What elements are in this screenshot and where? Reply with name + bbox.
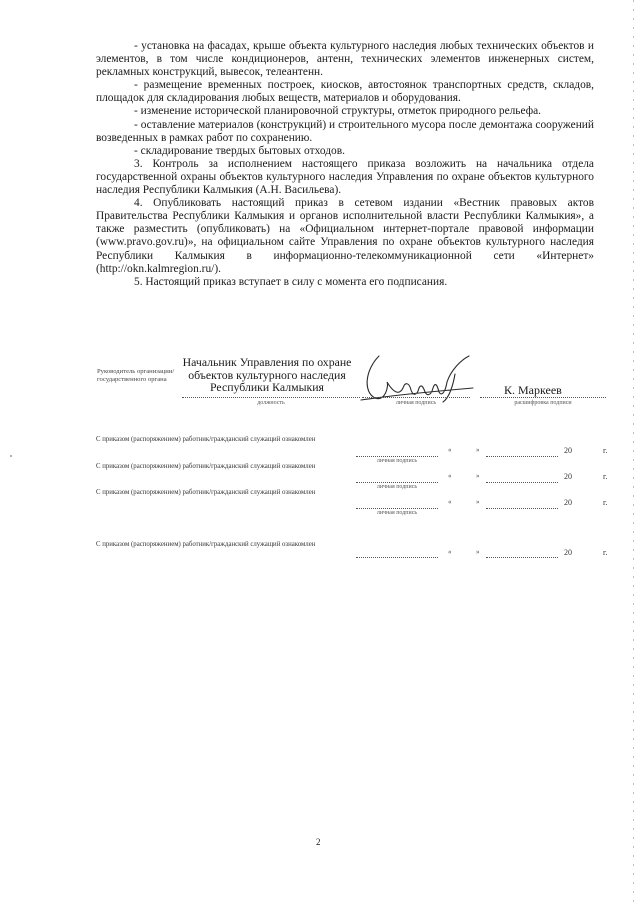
paragraph-temporary-structures: - размещение временных построек, киосков, автостоянок транспортных средств, складов, площадок для складирования любых веществ, материалов и оборудования.: [96, 79, 594, 105]
quote-close: »: [476, 472, 480, 480]
ack-signature-line[interactable]: [356, 482, 438, 483]
signature-line: [362, 397, 470, 398]
ack-text: С приказом (распоряжением) работник/гражданский служащий ознакомлен: [96, 489, 316, 496]
signature-caption: личная подпись: [395, 400, 437, 406]
ack-date-line[interactable]: [486, 508, 558, 509]
position-line: [182, 397, 360, 398]
quote-close: »: [476, 548, 480, 556]
paragraph-relief-change: - изменение исторической планировочной структуры, отметок природного рельефа.: [134, 105, 541, 118]
ack-signature-caption: личная подпись: [376, 484, 418, 490]
quote-close: »: [476, 446, 480, 454]
ack-year-suffix: г.: [603, 446, 608, 455]
paragraph-household-waste: - складирование твердых бытовых отходов.: [134, 144, 345, 157]
quote-close: »: [476, 498, 480, 506]
ack-date-line[interactable]: [486, 456, 558, 457]
ack-year: 20: [564, 498, 572, 507]
paragraph-facade-installations: - установка на фасадах, крыше объекта культурного наследия любых технических объектов и элементов, в том числе кондиционеров, антенн, технических элементов инженерных систем, рекламных конструкций, вывесок, телеантенн.: [96, 40, 594, 79]
position-caption: должность: [257, 400, 285, 406]
ack-signature-line[interactable]: [356, 508, 438, 509]
scan-speck: [10, 455, 12, 457]
ack-text: С приказом (распоряжением) работник/гражданский служащий ознакомлен: [96, 463, 316, 470]
ack-year-suffix: г.: [603, 548, 608, 557]
page-number: 2: [316, 837, 321, 847]
ack-signature-caption: личная подпись: [376, 510, 418, 516]
paragraph-effective-date: 5. Настоящий приказ вступает в силу с момента его подписания.: [134, 275, 448, 288]
quote-open: «: [448, 498, 452, 506]
signer-position: Начальник Управления по охране объектов культурного наследия Республики Калмыкия: [182, 355, 352, 395]
ack-signature-line[interactable]: [356, 557, 438, 558]
quote-open: «: [448, 548, 452, 556]
name-line: [480, 397, 606, 398]
ack-year: 20: [564, 446, 572, 455]
ack-year-suffix: г.: [603, 498, 608, 507]
ack-text: С приказом (распоряжением) работник/гражданский служащий ознакомлен: [96, 436, 316, 443]
head-of-organization-label: Руководитель организации/государственного органа: [97, 368, 175, 384]
ack-text: С приказом (распоряжением) работник/гражданский служащий ознакомлен: [96, 541, 316, 548]
quote-open: «: [448, 446, 452, 454]
paragraph-publication: 4. Опубликовать настоящий приказ в сетевом издании «Вестник правовых актов Правительства Республики Калмыкия и органов исполнительной власти Республики Калмыкия», а также разместить (опубликовать) на «Официальном интернет-портале правовой информации (www.pravo.gov.ru)», на официальном сайте Управления по охране объектов культурного наследия Республики Калмыкия в информационно-телекоммуникационной сети «Интернет» (http://okn.kalmregion.ru/).: [96, 197, 594, 275]
ack-signature-line[interactable]: [356, 456, 438, 457]
name-caption: расшифровка подписи: [514, 400, 572, 406]
signer-name: К. Маркеев: [504, 383, 562, 397]
ack-year: 20: [564, 472, 572, 481]
ack-signature-caption: личная подпись: [376, 458, 418, 464]
quote-open: «: [448, 472, 452, 480]
ack-year: 20: [564, 548, 572, 557]
ack-date-line[interactable]: [486, 557, 558, 558]
order-body: [96, 40, 594, 289]
paragraph-control: 3. Контроль за исполнением настоящего приказа возложить на начальника отдела государственной охраны объектов культурного наследия Управления по охране объектов культурного наследия Республики Калмыкия (А.Н. Васильева).: [96, 157, 594, 197]
paragraph-construction-waste: - оставление материалов (конструкций) и строительного мусора после демонтажа сооружений возведенных в рамках работ по сохранению.: [96, 118, 594, 144]
scan-edge-artifact: [633, 0, 634, 905]
ack-date-line[interactable]: [486, 482, 558, 483]
ack-year-suffix: г.: [603, 472, 608, 481]
